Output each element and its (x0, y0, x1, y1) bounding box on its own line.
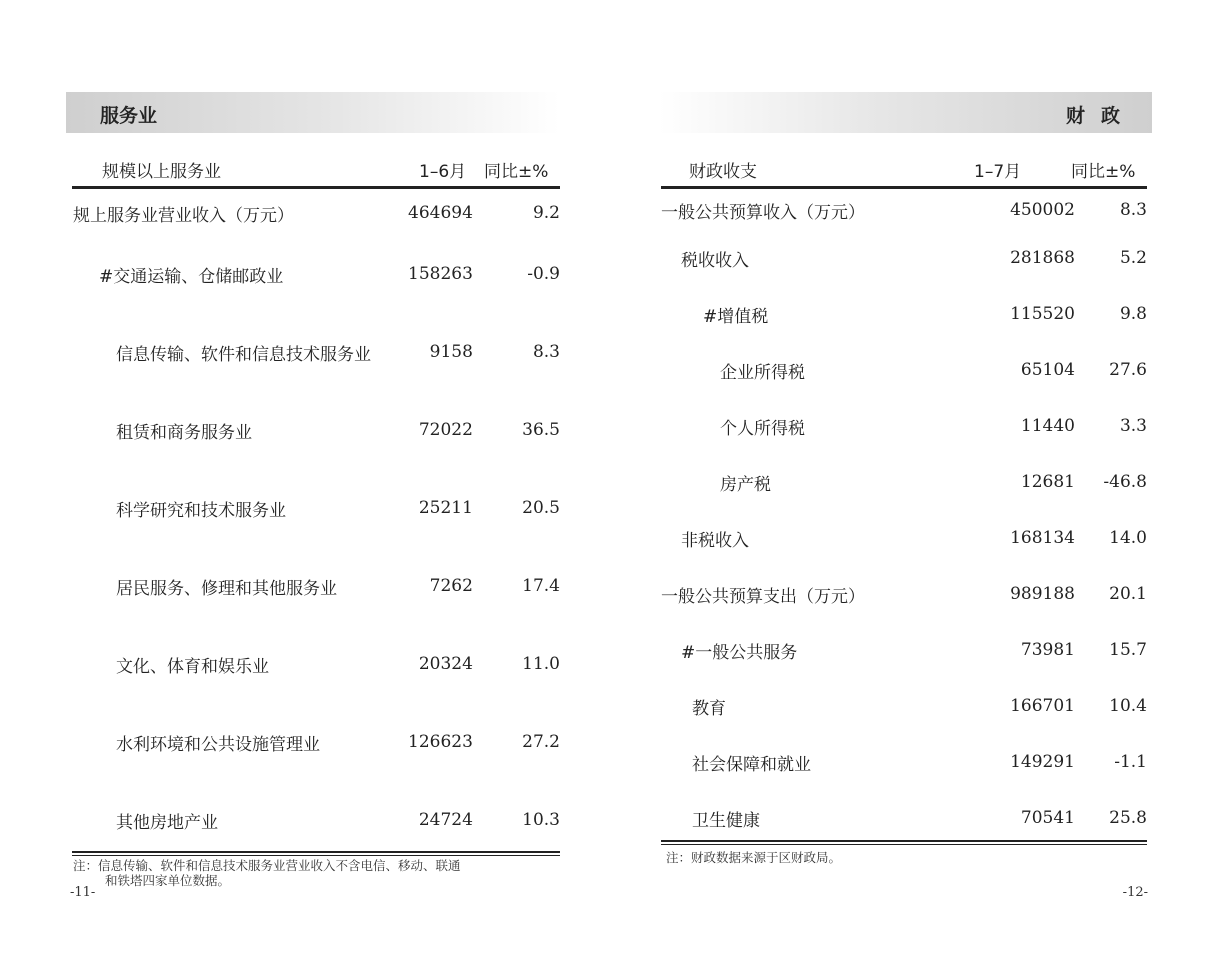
table-row (661, 622, 1147, 678)
table-row (661, 398, 1147, 454)
footnote (73, 858, 461, 888)
table-row (73, 781, 560, 859)
row-value: 25211 (418, 498, 473, 518)
row-change: 10.3 (522, 810, 560, 830)
row-value: 168134 (1010, 528, 1075, 548)
table-row (661, 566, 1147, 622)
row-value: 73981 (1020, 640, 1075, 660)
row-change: 27.2 (522, 732, 560, 752)
page-number: -11- (70, 885, 96, 900)
row-label: #交通运输、仓储邮政业 (99, 266, 284, 287)
footnote-line-2: 和铁塔四家单位数据。 (105, 873, 231, 888)
row-label: 一般公共预算收入（万元） (661, 202, 865, 223)
row-value: 149291 (1010, 752, 1075, 772)
row-label: 一般公共预算支出（万元） (661, 586, 865, 607)
row-change: 11.0 (522, 654, 560, 674)
row-value: 7262 (429, 576, 473, 596)
row-change: 27.6 (1109, 360, 1147, 380)
row-label: 规上服务业营业收入（万元） (73, 205, 294, 226)
row-label: 租赁和商务服务业 (116, 422, 252, 443)
row-change: 36.5 (522, 420, 560, 440)
footer-rule-thin (72, 855, 560, 856)
table-row (73, 235, 560, 313)
row-value: 166701 (1010, 696, 1075, 716)
row-value: 450002 (1010, 200, 1075, 220)
table-row (73, 313, 560, 391)
header-rule (661, 186, 1147, 189)
row-value: 72022 (418, 420, 473, 440)
table-row (661, 510, 1147, 566)
row-value: 158263 (408, 264, 473, 284)
row-label: 个人所得税 (720, 418, 805, 439)
row-label: 非税收入 (681, 530, 749, 551)
row-label: 居民服务、修理和其他服务业 (116, 578, 337, 599)
row-label: 卫生健康 (692, 810, 760, 831)
row-label: 科学研究和技术服务业 (116, 500, 286, 521)
row-value: 126623 (408, 732, 473, 752)
table-row (661, 454, 1147, 510)
table-row (73, 391, 560, 469)
row-label: 税收收入 (681, 250, 749, 271)
row-value: 464694 (408, 203, 473, 223)
table-row (73, 469, 560, 547)
row-change: -46.8 (1103, 472, 1147, 492)
row-label: #增值税 (703, 306, 769, 327)
row-change: -0.9 (527, 264, 560, 284)
footer-rule-thin (661, 844, 1147, 845)
row-label: 企业所得税 (720, 362, 805, 383)
row-change: 8.3 (532, 342, 560, 362)
row-change: 5.2 (1119, 248, 1147, 268)
row-value: 115520 (1010, 304, 1075, 324)
table-row (73, 547, 560, 625)
row-change: 15.7 (1109, 640, 1147, 660)
header-rule (72, 186, 560, 189)
row-label: 教育 (692, 698, 726, 719)
row-label: 房产税 (720, 474, 771, 495)
row-change: 20.1 (1109, 584, 1147, 604)
row-change: 3.3 (1119, 416, 1147, 436)
row-change: -1.1 (1114, 752, 1147, 772)
column-header-item: 财政收支 (689, 162, 757, 182)
row-change: 17.4 (522, 576, 560, 596)
section-title: 服务业 (100, 105, 158, 127)
table-row (661, 790, 1147, 846)
row-change: 20.5 (522, 498, 560, 518)
row-value: 281868 (1010, 248, 1075, 268)
row-value: 12681 (1020, 472, 1075, 492)
table-row (661, 230, 1147, 286)
column-header-change: 同比±% (1071, 162, 1136, 182)
footnote-line-1: 注：信息传输、软件和信息技术服务业营业收入不含电信、移动、联通 (73, 858, 461, 873)
page-number: -12- (1122, 885, 1148, 900)
row-label: 信息传输、软件和信息技术服务业 (116, 344, 371, 365)
footer-rule (72, 851, 560, 853)
table-row (661, 734, 1147, 790)
section-header-services (66, 92, 560, 133)
row-value: 65104 (1020, 360, 1075, 380)
services-table (73, 191, 560, 859)
column-header-change: 同比±% (484, 162, 549, 182)
row-label: 文化、体育和娱乐业 (116, 656, 269, 677)
row-change: 14.0 (1109, 528, 1147, 548)
row-value: 20324 (418, 654, 473, 674)
table-row (73, 625, 560, 703)
footnote: 注：财政数据来源于区财政局。 (666, 850, 842, 865)
column-header-period: 1–7月 (974, 162, 1022, 182)
table-row (73, 703, 560, 781)
row-value: 989188 (1010, 584, 1075, 604)
table-row (73, 191, 560, 235)
table-row (661, 190, 1147, 230)
row-change: 25.8 (1109, 808, 1147, 828)
row-label: 其他房地产业 (116, 812, 218, 833)
row-value: 11440 (1020, 416, 1075, 436)
row-change: 9.2 (532, 203, 560, 223)
table-row (661, 678, 1147, 734)
row-change: 8.3 (1119, 200, 1147, 220)
footer-rule (661, 840, 1147, 842)
right-page (609, 0, 1218, 977)
section-title: 财政 (1065, 105, 1136, 127)
table-row (661, 342, 1147, 398)
column-header-item: 规模以上服务业 (102, 162, 221, 182)
row-value: 70541 (1020, 808, 1075, 828)
row-label: 社会保障和就业 (692, 754, 811, 775)
finance-table (661, 190, 1147, 846)
row-label: #一般公共服务 (681, 642, 798, 663)
row-label: 水利环境和公共设施管理业 (116, 734, 320, 755)
row-change: 10.4 (1109, 696, 1147, 716)
table-row (661, 286, 1147, 342)
row-change: 9.8 (1119, 304, 1147, 324)
column-header-period: 1–6月 (419, 162, 467, 182)
section-header-finance (659, 92, 1152, 133)
row-value: 24724 (418, 810, 473, 830)
row-value: 9158 (429, 342, 473, 362)
